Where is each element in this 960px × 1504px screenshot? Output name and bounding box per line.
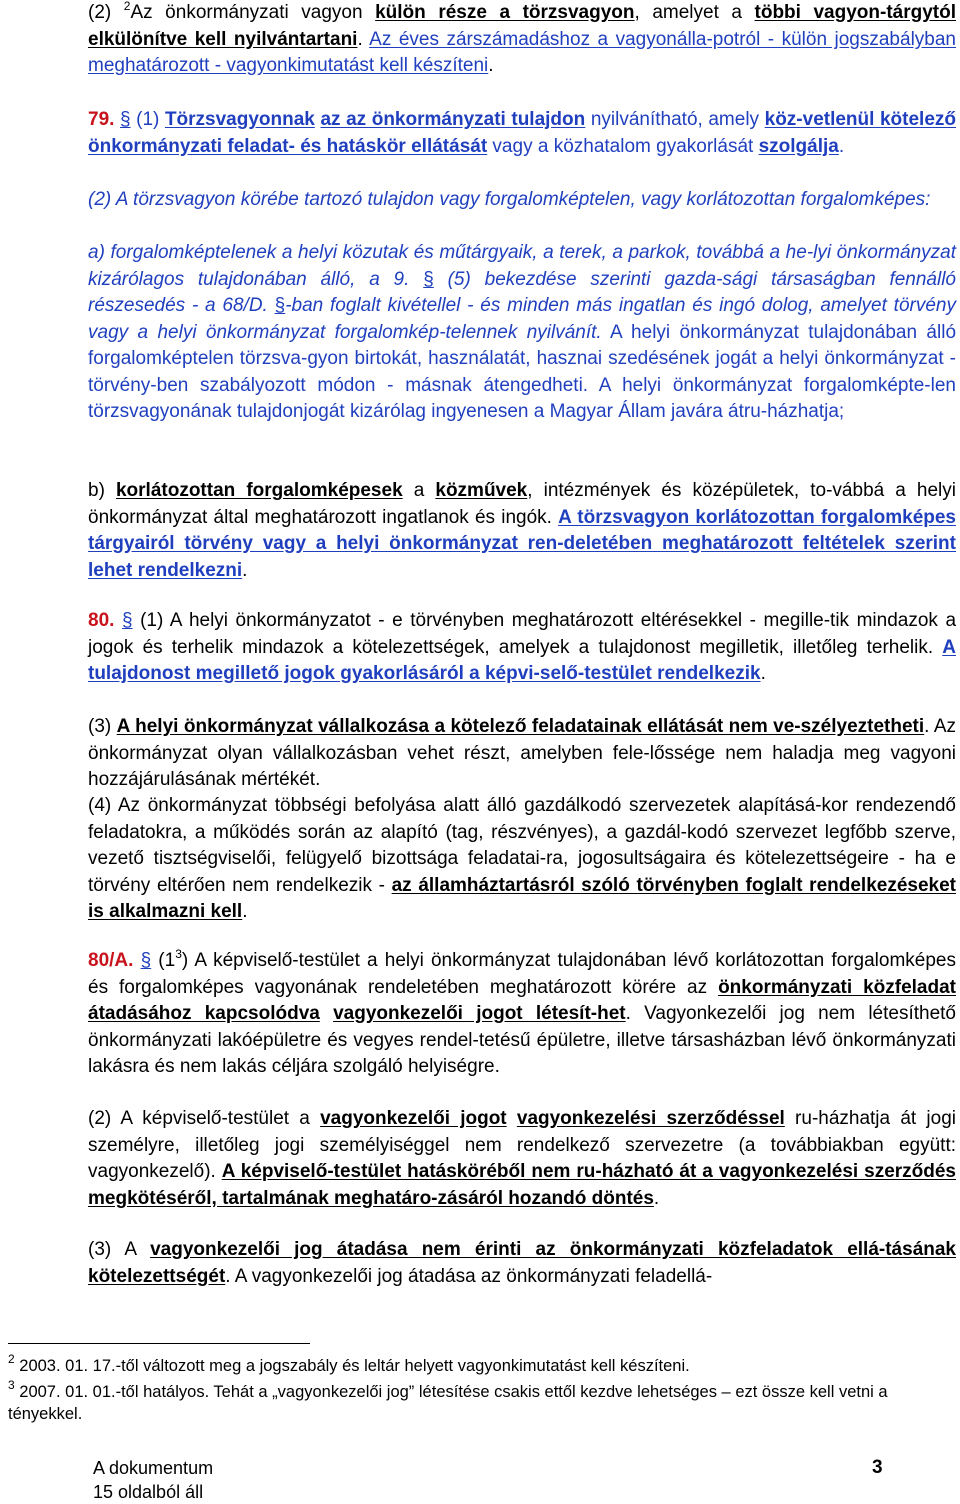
text: ru-házhatja át jogi személyre, illetőleg jogi személyiséggel nem rendelkező szervezetre (a továbbiakban együtt: vagyonkezelő). [88,1108,956,1182]
text: . [242,901,248,922]
section-number: 79. [88,109,115,130]
section-sign: § [423,268,434,290]
section-sign: § [140,950,152,971]
section-sign: § [120,109,131,130]
emphasis-text: Törzsvagyonnak [164,109,315,130]
emphasis-text: A tulajdonost megillető jogok gyakorlásáról a képvi-selő-testület rendelkezik [88,636,956,684]
section-80-para-4 [88,793,956,926]
footnote-separator [8,1343,310,1344]
section-sign: § [121,610,133,631]
text: (1) [130,109,165,130]
emphasis-text: vagyonkezelői jogot létesít-het [333,1003,626,1024]
text: . [242,559,248,581]
text: a) forgalomképtelenek a helyi közutak és műtárgyaik, a terek, a parkok, továbbá a he-lyi önkormányzat kizárólagos tulajdonában álló, a 9. [88,242,956,290]
emphasis-text: az államháztartásról szóló törvényben foglalt rendelkezéseket is alkalmazni kell [88,874,956,922]
text: . [357,28,370,50]
text: . A vagyonkezelői jog átadása az önkormányzati feladellá- [225,1265,713,1287]
text: . Vagyonkezelői jog nem létesíthető önkormányzati lakóépületre és vegyes rendel-tetésű épületre, illetve társasházban lévő önkormányzati lakásra és nem lakás céljára szolgáló helyiségre. [88,1003,956,1077]
section-79-point-a [88,240,956,426]
footer-doc-label: A dokumentum [93,1458,214,1478]
emphasis-text: az az önkormányzati tulajdon [320,109,586,130]
text: (3) [88,716,117,737]
footnote-3 [8,1378,948,1425]
emphasis-text: közművek [435,480,528,501]
section-number: 80. [88,610,115,631]
footnote-ref-3[interactable]: 3 [175,947,182,961]
footnote-2 [8,1352,948,1377]
text: (2) [88,2,124,23]
emphasis-text: többi vagyon-tárgytól elkülönítve kell nyilvántartani [88,2,957,50]
text: ) A képviselő-testület a helyi önkormányzat tulajdonában lévő korlátozottan forgalomképes és forgalomképes vagyonának rendeletében meghatározott körére az [88,950,956,998]
footnote-text: 2003. 01. 17.-től változott meg a jogszabály és leltár helyett vagyonkimutatást kell készíteni. [14,1357,690,1375]
text: (5) bekezdése szerinti gazda-sági társaságban fennálló részesedés - a 68/D. [88,268,956,316]
section-number: 80/A. [88,950,134,971]
text: (3) A [88,1239,151,1260]
section-80a-para-1 [88,948,956,1081]
text [507,1108,517,1129]
text: . [760,663,766,684]
text: . Az önkormányzat olyan vállalkozásban vehet részt, amelyben fele-lőssége nem haladja meg vagyoni hozzájárulásának mértékét. [88,716,957,790]
footnote-number: 3 [8,1378,15,1392]
emphasis-text: vagyonkezelői jogot [320,1108,507,1129]
emphasis-text: külön része a törzsvagyon [375,2,635,23]
text: -ban foglalt kivétellel - és minden más ingatlan és ingó dolog, amelyet törvény vagy a helyi önkormányzat forgalomkép-telennek nyilvánít. [88,295,956,343]
section-80a-para-2 [88,1106,956,1212]
text: (1) A helyi önkormányzatot - e törvényben meghatározott eltérésekkel - megille-tik mindazok a jogok és terhelik mindazok a kötelezettségek, amelyek a tulajdonost megilletik, illetőleg terhelik. [88,610,957,658]
text: . [488,55,494,76]
text: a [402,480,436,501]
section-80-para-1 [88,608,956,688]
text: b) [88,480,116,501]
emphasis-text: A helyi önkormányzat vállalkozása a kötelező feladatainak ellátását nem ve-szélyeztetheti [116,716,925,737]
emphasis-text: önkormányzati közfeladat átadásához kapcsolódva [88,976,957,1024]
text: . [838,135,845,157]
text: Az önkormányzati vagyon [130,2,376,23]
page-footer [93,1456,213,1504]
text: vagy a közhatalom gyakorlását [487,135,759,157]
section-79-para-1 [88,107,956,160]
emphasis-text: korlátozottan forgalomképesek [115,480,403,501]
amended-text: Az éves zárszámadáshoz a vagyonálla-potról - külön jogszabályban meghatározott - vagyonkimutatást kell készíteni [88,28,956,76]
text: (4) Az önkormányzat többségi befolyása alatt álló gazdálkodó szervezetek alapításá-kor rendezendő feladatokra, a működés során az alapító (tag, részvényes), a gazdál-kodó szervezet legfőbb szerve, vezető tisztségviselői, felügyelő bizottsága feladatai-ra, jogosultságaira és kötelezettségeire - ha e törvény eltérően nem rendelkezik - [88,795,956,896]
text [320,1003,333,1024]
emphasis-text: vagyonkezelői jog átadása nem érinti az önkormányzati közfeladatok ellá-tásának kötelezettségét [88,1239,956,1287]
section-sign: § [274,295,286,316]
text: . [653,1187,660,1209]
emphasis-text: köz-vetlenül kötelező önkormányzati feladat- és hatáskör ellátását [88,109,957,157]
text: , amelyet a [634,2,755,23]
emphasis-text: A képviselő-testület hatásköréből nem ru-házható át a vagyonkezelési szerződés megkötéséről, tartalmának meghatáro-zásáról hozandó döntés [88,1161,957,1209]
emphasis-text: vagyonkezelési szerződéssel [516,1108,785,1129]
section-79-para-2: (2) A törzsvagyon körébe tartozó tulajdon vagy forgalomképtelen, vagy korlátozottan forgalomképes: [88,189,931,210]
footnote-ref-2[interactable]: 2 [123,0,131,13]
text: nyilvánítható, amely [585,109,765,130]
footnote-text: 2007. 01. 01.-től hatályos. Tehát a „vagyonkezelői jog” létesítése csakis ettől kezdve lehetséges – ezt össze kell vetni a tényekkel. [8,1383,888,1423]
paragraph-top [88,0,956,80]
emphasis-text: szolgálja [758,135,839,157]
emphasis-text: A törzsvagyon korlátozottan forgalomképes tárgyairól törvény vagy a helyi önkormányzat ren-deletében meghatározott feltételek szerint lehet rendelkezni [88,506,956,581]
footer-page-count: 15 oldalból áll [93,1482,204,1502]
section-80a-para-3 [88,1237,956,1290]
section-79-point-b [88,478,956,584]
text: (2) A képviselő-testület a [88,1108,321,1129]
text: (1 [151,950,176,971]
page-number: 3 [872,1457,883,1478]
footnote-number: 2 [8,1352,15,1366]
text: A helyi önkormányzat tulajdonában álló forgalomképtelen törzsva-gyon birtokát, használatát, hasznai szedésének jogát a helyi önkormányzat - törvény-ben szabályozott módon - másnak átengedheti. A helyi önkormányzat forgalomképte-len törzsvagyonának tulajdonjogát kizárólag ingyenesen a Magyar Állam javára átru-házhatja; [88,321,957,422]
section-80-para-3 [88,714,956,794]
text: , intézmények és középületek, to-vábbá a helyi önkormányzat által meghatározott ingatlanok és ingók. [88,480,957,528]
